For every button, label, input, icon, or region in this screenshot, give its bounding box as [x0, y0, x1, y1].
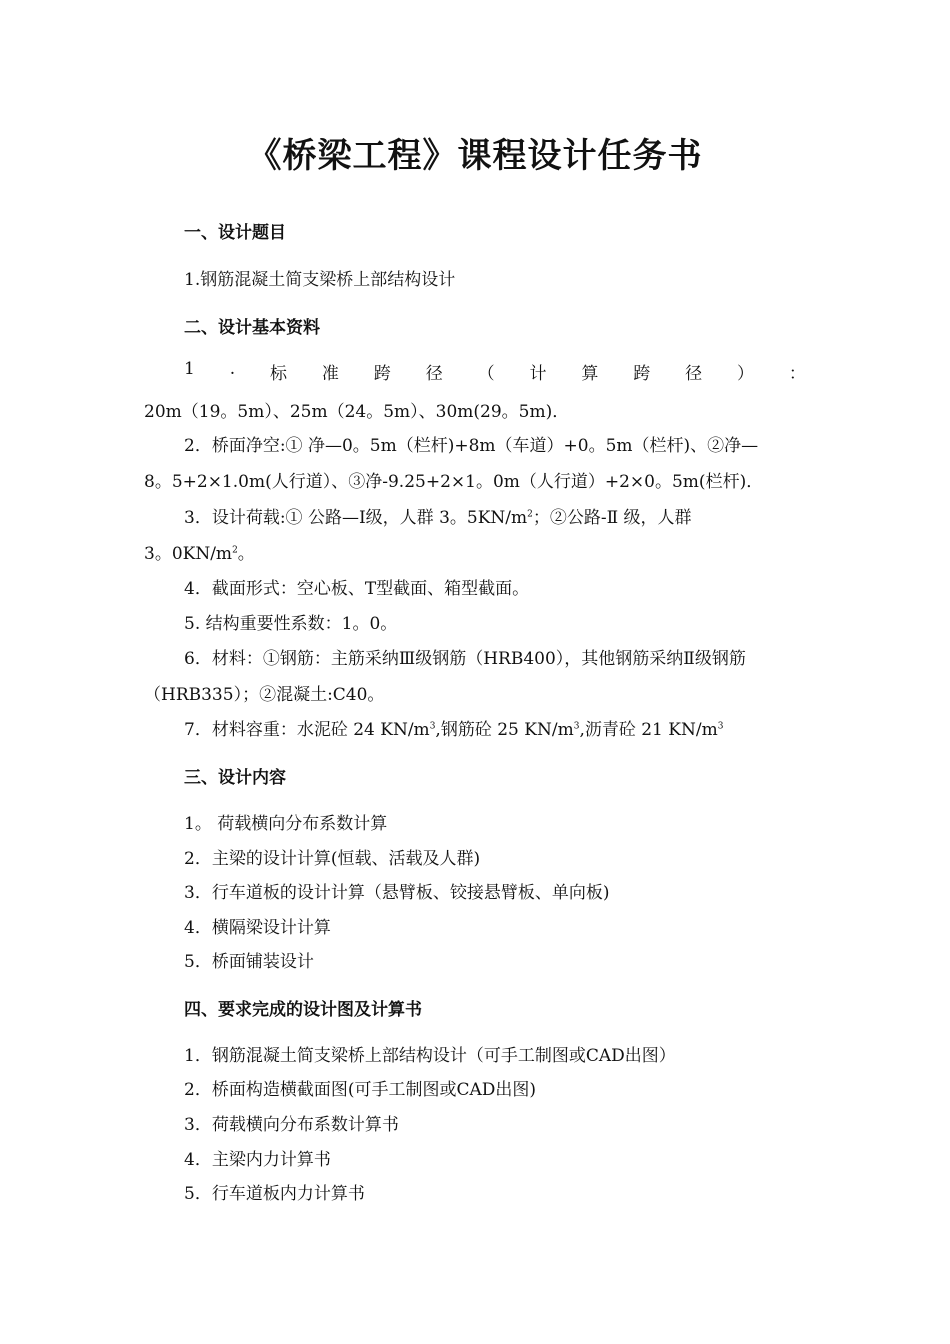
list-item: 1。 荷载横向分布系数计算 [184, 814, 388, 834]
list-item-importance-factor: 5. 结构重要性系数：1。0。 [184, 614, 398, 634]
list-item: 1.钢筋混凝土简支梁桥上部结构设计 [184, 270, 456, 290]
list-item-continuation: （HRB335）；②混凝土:C40。 [144, 685, 385, 705]
list-item-materials: 6．材料：①钢筋：主筋采纳Ⅲ级钢筋（HRB400），其他钢筋采纳Ⅱ级钢筋 [184, 649, 746, 669]
document-title: 《桥梁工程》课程设计任务书 [247, 136, 703, 176]
list-item: 3．行车道板的设计计算（悬臂板、铰接悬臂板、单向板) [184, 883, 610, 903]
list-item: 2．主梁的设计计算(恒载、活载及人群) [184, 849, 481, 869]
list-item-load: 3．设计荷载:① 公路—Ⅰ级，人群 3。$5KN/m^2$；②公路-Ⅱ 级，人群 [184, 508, 692, 528]
list-item-section-form: 4．截面形式：空心板、T型截面、箱型截面。 [184, 579, 530, 599]
list-item: 1．钢筋混凝土简支梁桥上部结构设计（可手工制图或CAD出图） [184, 1046, 676, 1066]
list-item-continuation: 20m（19。5m）、25m（24。5m）、30m(29。5m)． [144, 402, 570, 422]
list-item: 5．桥面铺装设计 [184, 952, 314, 972]
list-item-continuation: 3。$0KN/m^2$。 [144, 544, 255, 564]
list-item: 2．桥面构造横截面图(可手工制图或CAD出图) [184, 1080, 536, 1100]
section-heading-basic-data: 二、设计基本资料 [184, 318, 320, 338]
list-item-span: 1 . 标 准 跨 径 （ 计 算 跨 径 ） ： [184, 359, 806, 384]
list-item: 5．行车道板内力计算书 [184, 1184, 365, 1204]
list-item-unit-weight: 7．材料容重：水泥砼 24 $KN/m^3$,钢筋砼 25 $KN/m^3$,沥青砼 21 $KN/m^3$ [184, 720, 724, 740]
list-item: 4．主梁内力计算书 [184, 1150, 331, 1170]
list-item-clearance: 2．桥面净空:① 净—0。5m（栏杆)+8m（车道）+0。5m（栏杆)、②净— [184, 436, 759, 456]
section-heading-design-topic: 一、设计题目 [184, 223, 286, 243]
list-item: 3．荷载横向分布系数计算书 [184, 1115, 399, 1135]
section-heading-deliverables: 四、要求完成的设计图及计算书 [184, 1000, 422, 1020]
list-item-continuation: 8。5+2×1.0m(人行道）、③净-9.25+2×1。0m（人行道）+2×0。5m(栏杆)． [144, 472, 764, 492]
list-item: 4．横隔梁设计计算 [184, 918, 331, 938]
section-heading-design-content: 三、设计内容 [184, 768, 286, 788]
